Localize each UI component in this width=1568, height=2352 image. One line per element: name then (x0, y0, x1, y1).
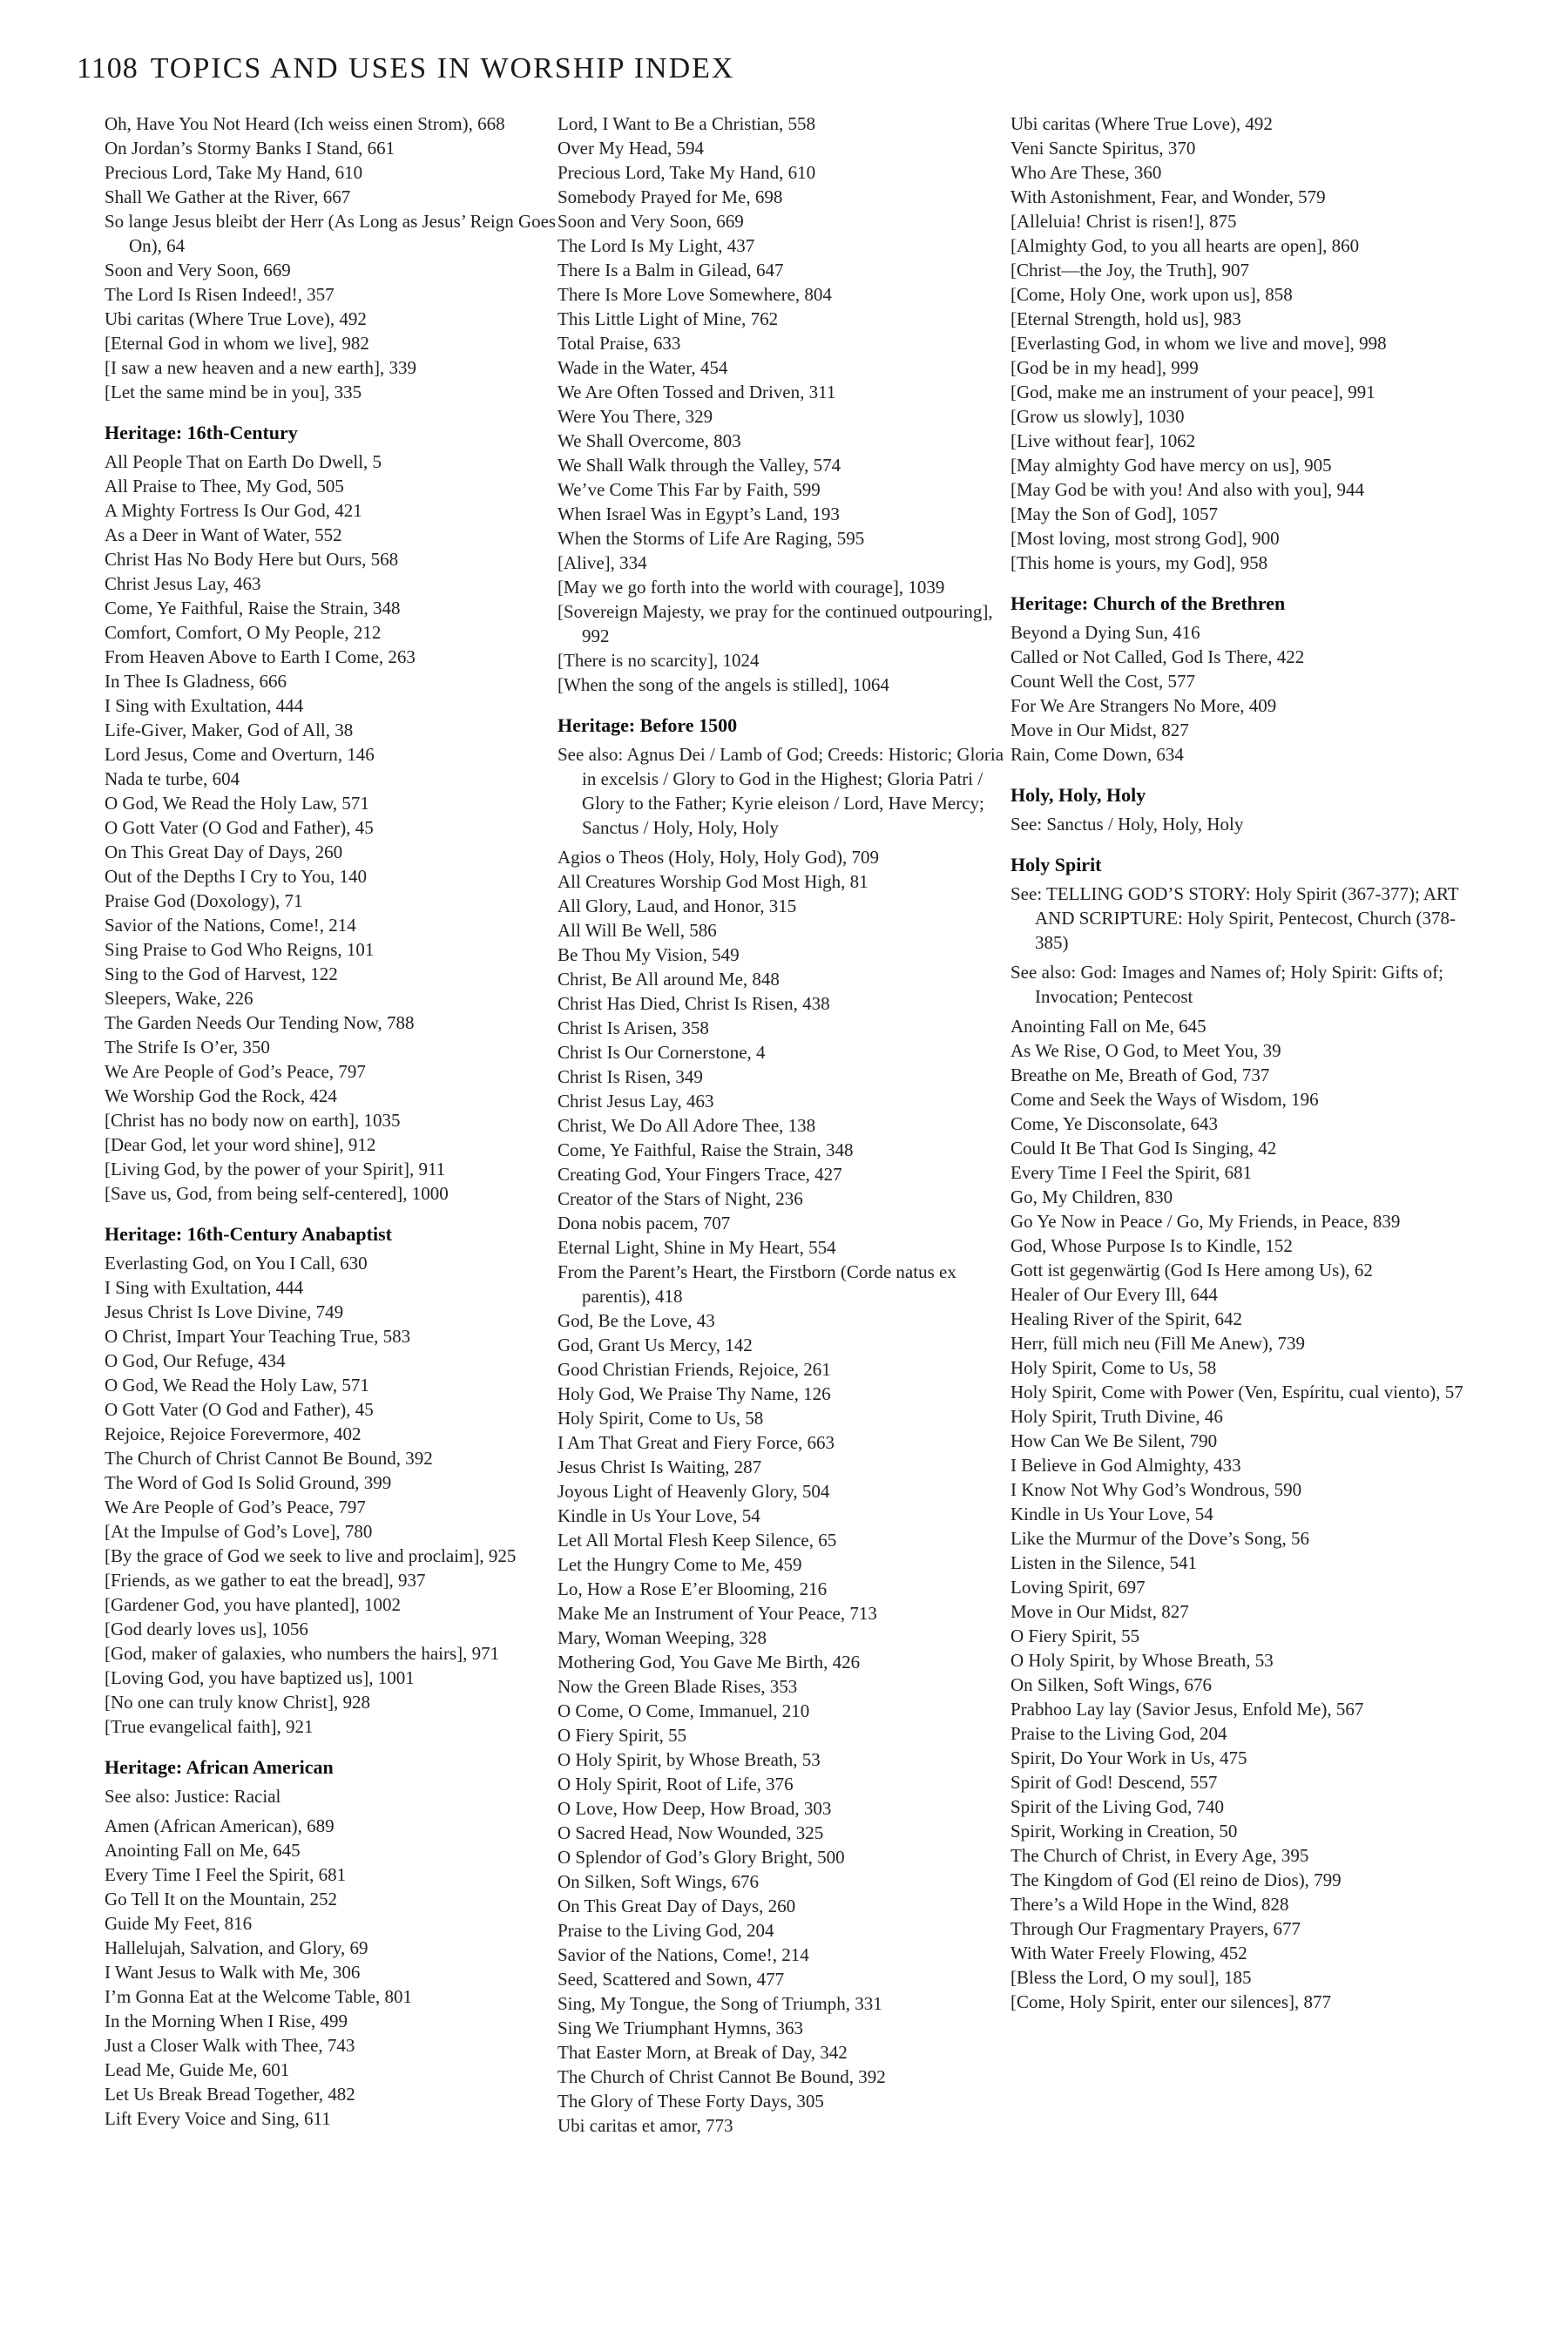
index-entry: Life-Giver, Maker, God of All, 38 (105, 720, 354, 740)
index-entry: All Glory, Laud, and Honor, 315 (558, 896, 797, 916)
index-entry: [True evangelical faith], 921 (105, 1716, 314, 1737)
index-entry: That Easter Morn, at Break of Day, 342 (558, 2042, 848, 2063)
index-entry: The Church of Christ Cannot Be Bound, 392 (558, 2066, 886, 2087)
index-entry: Oh, Have You Not Heard (Ich weiss einen Strom), 668 (105, 113, 505, 134)
index-entry: Christ Has No Body Here but Ours, 568 (105, 549, 399, 570)
page-title: TOPICS AND USES IN WORSHIP INDEX (150, 52, 735, 84)
index-entry: O Come, O Come, Immanuel, 210 (558, 1700, 810, 1721)
index-entry: I Sing with Exultation, 444 (105, 695, 304, 716)
index-entry: Every Time I Feel the Spirit, 681 (105, 1864, 347, 1885)
index-entry: As We Rise, O God, to Meet You, 39 (1010, 1040, 1281, 1061)
index-entry: With Water Freely Flowing, 452 (1010, 1943, 1247, 1963)
index-entry: O Christ, Impart Your Teaching True, 583 (105, 1326, 411, 1347)
index-entry: Guide My Feet, 816 (105, 1913, 253, 1934)
index-entry: [Come, Holy One, work upon us], 858 (1010, 284, 1293, 305)
index-entry: Savior of the Nations, Come!, 214 (105, 915, 356, 936)
index-entry: Ubi caritas (Where True Love), 492 (1010, 113, 1273, 134)
page-number: 1108 (77, 52, 139, 84)
index-entry: Creating God, Your Fingers Trace, 427 (558, 1164, 842, 1185)
index-entry: Christ Jesus Lay, 463 (105, 573, 261, 594)
index-entry: The Church of Christ Cannot Be Bound, 392 (105, 1448, 433, 1469)
index-entry: All Will Be Well, 586 (558, 920, 717, 941)
index-entry: Be Thou My Vision, 549 (558, 944, 740, 965)
index-entry: For We Are Strangers No More, 409 (1010, 695, 1277, 716)
index-entry: Rain, Come Down, 634 (1010, 744, 1184, 765)
index-column-2 (558, 112, 1010, 2138)
index-entry: [Eternal Strength, hold us], 983 (1010, 308, 1241, 329)
index-entry: We Shall Overcome, 803 (558, 430, 741, 451)
index-entry: Veni Sancte Spiritus, 370 (1010, 138, 1196, 159)
index-entry: Sleepers, Wake, 226 (105, 988, 253, 1009)
index-entry: In the Morning When I Rise, 499 (105, 2011, 348, 2031)
index-entry: Sing, My Tongue, the Song of Triumph, 331 (558, 1993, 882, 2014)
index-entry: [May the Son of God], 1057 (1010, 504, 1218, 524)
index-entry: We Are People of God’s Peace, 797 (105, 1061, 366, 1082)
index-entry: Lead Me, Guide Me, 601 (105, 2059, 290, 2080)
index-entry: Seed, Scattered and Sown, 477 (558, 1969, 785, 1990)
index-entry: [Almighty God, to you all hearts are open], 860 (1010, 235, 1360, 256)
index-entry: There Is a Balm in Gilead, 647 (558, 260, 784, 280)
index-entry: On Silken, Soft Wings, 676 (558, 1871, 759, 1892)
index-entry: Mary, Woman Weeping, 328 (558, 1627, 767, 1648)
index-entry: O Sacred Head, Now Wounded, 325 (558, 1822, 824, 1843)
index-entry: O God, We Read the Holy Law, 571 (105, 1375, 369, 1396)
index-entry: Shall We Gather at the River, 667 (105, 186, 351, 207)
index-entry: Kindle in Us Your Love, 54 (1010, 1504, 1213, 1524)
index-entry: Over My Head, 594 (558, 138, 704, 159)
index-entry: [May we go forth into the world with courage], 1039 (558, 577, 945, 598)
index-entry: Lord, I Want to Be a Christian, 558 (558, 113, 815, 134)
index-entry: On Silken, Soft Wings, 676 (1010, 1674, 1212, 1695)
index-entry: Christ Is Arisen, 358 (558, 1017, 709, 1038)
index-entry: Spirit of God! Descend, 557 (1010, 1772, 1218, 1793)
index-entry: Let All Mortal Flesh Keep Silence, 65 (558, 1530, 837, 1551)
index-entry: Count Well the Cost, 577 (1010, 671, 1196, 692)
index-entry: Christ Has Died, Christ Is Risen, 438 (558, 993, 830, 1014)
see-also-note: See: Sanctus / Holy, Holy, Holy (1010, 814, 1244, 835)
index-entry: Hallelujah, Salvation, and Glory, 69 (105, 1937, 368, 1958)
index-entry: Herr, füll mich neu (Fill Me Anew), 739 (1010, 1333, 1306, 1354)
index-entry: Praise to the Living God, 204 (558, 1920, 774, 1941)
index-entry: In Thee Is Gladness, 666 (105, 671, 287, 692)
index-entry: Agios o Theos (Holy, Holy, Holy God), 709 (558, 847, 880, 868)
index-entry: I’m Gonna Eat at the Welcome Table, 801 (105, 1986, 412, 2007)
index-entry: Soon and Very Soon, 669 (105, 260, 291, 280)
index-entry: Healing River of the Spirit, 642 (1010, 1308, 1242, 1329)
index-entry: Amen (African American), 689 (105, 1815, 335, 1836)
index-entry: [Loving God, you have baptized us], 1001 (105, 1667, 415, 1688)
index-entry: [Let the same mind be in you], 335 (105, 382, 362, 402)
index-entry: [May God be with you! And also with you], 944 (1010, 479, 1364, 500)
index-entry: From Heaven Above to Earth I Come, 263 (105, 646, 416, 667)
index-entry: Go Ye Now in Peace / Go, My Friends, in Peace, 839 (1010, 1211, 1401, 1232)
index-entry: [I saw a new heaven and a new earth], 339 (105, 357, 417, 378)
index-entry: The Lord Is Risen Indeed!, 357 (105, 284, 335, 305)
index-entry: Precious Lord, Take My Hand, 610 (105, 162, 363, 183)
index-entry: A Mighty Fortress Is Our God, 421 (105, 500, 362, 521)
index-entry: Move in Our Midst, 827 (1010, 720, 1189, 740)
topic-heading: Heritage: Before 1500 (558, 714, 738, 736)
index-entry: [There is no scarcity], 1024 (558, 650, 760, 671)
index-entry: [God, maker of galaxies, who numbers the hairs], 971 (105, 1643, 500, 1664)
index-entry: Christ Is Risen, 349 (558, 1066, 703, 1087)
index-entry: Come, Ye Faithful, Raise the Strain, 348 (105, 598, 401, 618)
index-entry: O God, We Read the Holy Law, 571 (105, 793, 369, 814)
index-entry: Lift Every Voice and Sing, 611 (105, 2108, 331, 2129)
index-entry: [God be in my head], 999 (1010, 357, 1199, 378)
index-entry: Come and Seek the Ways of Wisdom, 196 (1010, 1089, 1319, 1110)
see-also-note: See also: Agnus Dei / Lamb of God; Creeds: Historic; Gloria in excelsis / Glory to God in the Highest; Gloria Patri / Glory to the Father; Kyrie eleison / Lord, Have Mercy; Sanctus / Holy, Holy, Holy (558, 744, 1004, 838)
index-entry: [Grow us slowly], 1030 (1010, 406, 1185, 427)
index-entry: Jesus Christ Is Waiting, 287 (558, 1456, 762, 1477)
index-entry: Gott ist gegenwärtig (God Is Here among Us), 62 (1010, 1260, 1373, 1281)
topic-heading: Holy Spirit (1010, 854, 1102, 875)
index-entry: Wade in the Water, 454 (558, 357, 728, 378)
index-entry: Sing to the God of Harvest, 122 (105, 963, 338, 984)
index-entry: Out of the Depths I Cry to You, 140 (105, 866, 368, 887)
index-entry: On This Great Day of Days, 260 (105, 841, 343, 862)
index-entry: God, Grant Us Mercy, 142 (558, 1335, 753, 1355)
index-entry: Holy Spirit, Come to Us, 58 (1010, 1357, 1217, 1378)
index-entry: [Sovereign Majesty, we pray for the continued outpouring], 992 (558, 601, 993, 646)
index-entry: O Holy Spirit, by Whose Breath, 53 (1010, 1650, 1274, 1671)
index-entry: O Holy Spirit, by Whose Breath, 53 (558, 1749, 821, 1770)
index-entry: Lord Jesus, Come and Overturn, 146 (105, 744, 375, 765)
index-entry: There’s a Wild Hope in the Wind, 828 (1010, 1894, 1289, 1915)
index-entry: Rejoice, Rejoice Forevermore, 402 (105, 1423, 362, 1444)
index-entry: The Lord Is My Light, 437 (558, 235, 755, 256)
see-also-note: See also: God: Images and Names of; Holy Spirit: Gifts of; Invocation; Pentecost (1010, 962, 1443, 1007)
index-entry: Spirit, Working in Creation, 50 (1010, 1821, 1238, 1842)
index-entry: Prabhoo Lay lay (Savior Jesus, Enfold Me), 567 (1010, 1699, 1364, 1720)
index-entry: Christ Jesus Lay, 463 (558, 1091, 714, 1112)
index-entry: When the Storms of Life Are Raging, 595 (558, 528, 865, 549)
index-column-1 (105, 112, 558, 2131)
index-entry: Spirit, Do Your Work in Us, 475 (1010, 1747, 1247, 1768)
index-entry: Go, My Children, 830 (1010, 1186, 1173, 1207)
index-entry: [Christ has no body now on earth], 1035 (105, 1110, 401, 1131)
index-entry: Holy God, We Praise Thy Name, 126 (558, 1383, 831, 1404)
index-entry: [Christ—the Joy, the Truth], 907 (1010, 260, 1249, 280)
index-entry: I Believe in God Almighty, 433 (1010, 1455, 1241, 1476)
index-entry: We Are Often Tossed and Driven, 311 (558, 382, 836, 402)
index-entry: Anointing Fall on Me, 645 (105, 1840, 301, 1861)
index-entry: [Bless the Lord, O my soul], 185 (1010, 1967, 1252, 1988)
index-entry: Lo, How a Rose E’er Blooming, 216 (558, 1578, 828, 1599)
index-entry: Holy Spirit, Come to Us, 58 (558, 1408, 764, 1429)
index-entry: Make Me an Instrument of Your Peace, 713 (558, 1603, 877, 1624)
index-entry: Listen in the Silence, 541 (1010, 1552, 1198, 1573)
index-entry: There Is More Love Somewhere, 804 (558, 284, 832, 305)
index-entry: Creator of the Stars of Night, 236 (558, 1188, 803, 1209)
index-entry: Come, Ye Faithful, Raise the Strain, 348 (558, 1139, 854, 1160)
index-entry: On Jordan’s Stormy Banks I Stand, 661 (105, 138, 395, 159)
index-entry: Let Us Break Bread Together, 482 (105, 2084, 355, 2105)
index-entry: Christ, Be All around Me, 848 (558, 969, 780, 990)
index-entry: Spirit of the Living God, 740 (1010, 1796, 1224, 1817)
index-entry: I Am That Great and Fiery Force, 663 (558, 1432, 835, 1453)
index-entry: All Praise to Thee, My God, 505 (105, 476, 344, 497)
index-entry: We’ve Come This Far by Faith, 599 (558, 479, 821, 500)
index-entry: The Strife Is O’er, 350 (105, 1037, 270, 1058)
index-entry: Sing Praise to God Who Reigns, 101 (105, 939, 375, 960)
index-entry: As a Deer in Want of Water, 552 (105, 524, 342, 545)
index-entry: Precious Lord, Take My Hand, 610 (558, 162, 816, 183)
index-entry: The Garden Needs Our Tending Now, 788 (105, 1012, 415, 1033)
index-entry: Praise God (Doxology), 71 (105, 890, 303, 911)
index-entry: O Splendor of God’s Glory Bright, 500 (558, 1847, 845, 1868)
index-entry: Called or Not Called, God Is There, 422 (1010, 646, 1305, 667)
index-entry: Praise to the Living God, 204 (1010, 1723, 1227, 1744)
index-entry: God, Be the Love, 43 (558, 1310, 715, 1331)
index-entry: The Word of God Is Solid Ground, 399 (105, 1472, 392, 1493)
topic-heading: Holy, Holy, Holy (1010, 784, 1146, 806)
index-entry: Holy Spirit, Come with Power (Ven, Espíritu, cual viento), 57 (1010, 1382, 1463, 1402)
running-header (77, 52, 734, 85)
index-entry: Good Christian Friends, Rejoice, 261 (558, 1359, 831, 1380)
index-entry: Breathe on Me, Breath of God, 737 (1010, 1064, 1270, 1085)
index-entry: [Friends, as we gather to eat the bread], 937 (105, 1570, 426, 1591)
index-entry: The Glory of These Forty Days, 305 (558, 2091, 824, 2112)
index-entry: Dona nobis pacem, 707 (558, 1213, 731, 1233)
index-entry: Through Our Fragmentary Prayers, 677 (1010, 1918, 1301, 1939)
index-entry: Christ Is Our Cornerstone, 4 (558, 1042, 766, 1063)
index-entry: [When the song of the angels is stilled], 1064 (558, 674, 889, 695)
index-column-3 (1010, 112, 1463, 2014)
index-entry: Eternal Light, Shine in My Heart, 554 (558, 1237, 836, 1258)
index-entry: We Shall Walk through the Valley, 574 (558, 455, 841, 476)
index-entry: Beyond a Dying Sun, 416 (1010, 622, 1200, 643)
index-entry: All People That on Earth Do Dwell, 5 (105, 451, 382, 472)
index-entry: Were You There, 329 (558, 406, 713, 427)
topic-heading: Heritage: Church of the Brethren (1010, 592, 1286, 614)
see-also-note: See also: Justice: Racial (105, 1786, 281, 1807)
index-entry: Anointing Fall on Me, 645 (1010, 1016, 1206, 1037)
index-entry: This Little Light of Mine, 762 (558, 308, 779, 329)
index-entry: I Sing with Exultation, 444 (105, 1277, 304, 1298)
index-entry: O Love, How Deep, How Broad, 303 (558, 1798, 832, 1819)
index-entry: [Save us, God, from being self-centered], 1000 (105, 1183, 449, 1204)
index-entry: [No one can truly know Christ], 928 (105, 1692, 371, 1713)
index-entry: [Eternal God in whom we live], 982 (105, 333, 369, 354)
index-entry: [Come, Holy Spirit, enter our silences], 877 (1010, 1991, 1332, 2012)
index-entry: Mothering God, You Gave Me Birth, 426 (558, 1652, 861, 1673)
index-entry: Come, Ye Disconsolate, 643 (1010, 1113, 1218, 1134)
index-entry: Let the Hungry Come to Me, 459 (558, 1554, 802, 1575)
index-entry: Nada te turbe, 604 (105, 768, 240, 789)
index-entry: All Creatures Worship God Most High, 81 (558, 871, 868, 892)
index-entry: Move in Our Midst, 827 (1010, 1601, 1189, 1622)
index-entry: Go Tell It on the Mountain, 252 (105, 1889, 338, 1909)
index-entry: We Are People of God’s Peace, 797 (105, 1497, 366, 1517)
index-entry: [This home is yours, my God], 958 (1010, 552, 1268, 573)
index-entry: [Dear God, let your word shine], 912 (105, 1134, 376, 1155)
index-entry: How Can We Be Silent, 790 (1010, 1430, 1218, 1451)
index-entry: O Holy Spirit, Root of Life, 376 (558, 1774, 794, 1794)
index-entry: Total Praise, 633 (558, 333, 681, 354)
index-entry: Sing We Triumphant Hymns, 363 (558, 2017, 804, 2038)
index-entry: On This Great Day of Days, 260 (558, 1896, 796, 1916)
index-entry: O Gott Vater (O God and Father), 45 (105, 817, 374, 838)
index-entry: Jesus Christ Is Love Divine, 749 (105, 1301, 344, 1322)
index-entry: O Fiery Spirit, 55 (558, 1725, 687, 1746)
index-entry: Soon and Very Soon, 669 (558, 211, 744, 232)
index-entry: [God dearly loves us], 1056 (105, 1619, 308, 1639)
index-entry: Kindle in Us Your Love, 54 (558, 1505, 760, 1526)
index-entry: Comfort, Comfort, O My People, 212 (105, 622, 382, 643)
index-entry: Who Are These, 360 (1010, 162, 1162, 183)
index-entry: We Worship God the Rock, 424 (105, 1085, 337, 1106)
index-entry: O God, Our Refuge, 434 (105, 1350, 286, 1371)
index-entry: The Kingdom of God (El reino de Dios), 799 (1010, 1869, 1342, 1890)
index-entry: Every Time I Feel the Spirit, 681 (1010, 1162, 1253, 1183)
index-entry: Just a Closer Walk with Thee, 743 (105, 2035, 355, 2056)
index-entry: Like the Murmur of the Dove’s Song, 56 (1010, 1528, 1309, 1549)
index-entry: So lange Jesus bleibt der Herr (As Long as Jesus’ Reign Goes On), 64 (105, 211, 557, 256)
index-entry: [Gardener God, you have planted], 1002 (105, 1594, 401, 1615)
index-entry: Now the Green Blade Rises, 353 (558, 1676, 798, 1697)
index-entry: With Astonishment, Fear, and Wonder, 579 (1010, 186, 1326, 207)
index-entry: Everlasting God, on You I Call, 630 (105, 1253, 368, 1274)
index-entry: I Know Not Why God’s Wondrous, 590 (1010, 1479, 1302, 1500)
index-entry: [Live without fear], 1062 (1010, 430, 1196, 451)
index-entry: O Fiery Spirit, 55 (1010, 1625, 1140, 1646)
index-entry: Could It Be That God Is Singing, 42 (1010, 1138, 1277, 1159)
index-entry: God, Whose Purpose Is to Kindle, 152 (1010, 1235, 1293, 1256)
index-entry: Loving Spirit, 697 (1010, 1577, 1146, 1598)
topic-heading: Heritage: 16th-Century (105, 422, 298, 443)
index-entry: [Everlasting God, in whom we live and move], 998 (1010, 333, 1387, 354)
index-entry: [Living God, by the power of your Spirit], 911 (105, 1159, 446, 1179)
index-entry: [Alleluia! Christ is risen!], 875 (1010, 211, 1237, 232)
index-entry: O Gott Vater (O God and Father), 45 (105, 1399, 374, 1420)
index-entry: I Want Jesus to Walk with Me, 306 (105, 1962, 361, 1983)
index-entry: Healer of Our Every Ill, 644 (1010, 1284, 1218, 1305)
index-entry: From the Parent’s Heart, the Firstborn (Corde natus ex parentis), 418 (558, 1261, 956, 1307)
index-entry: Christ, We Do All Adore Thee, 138 (558, 1115, 816, 1136)
index-entry: Somebody Prayed for Me, 698 (558, 186, 783, 207)
index-entry: [Alive], 334 (558, 552, 647, 573)
topic-heading: Heritage: 16th-Century Anabaptist (105, 1223, 392, 1245)
index-entry: [At the Impulse of God’s Love], 780 (105, 1521, 373, 1542)
index-entry: Holy Spirit, Truth Divine, 46 (1010, 1406, 1223, 1427)
index-entry: Ubi caritas et amor, 773 (558, 2115, 733, 2136)
index-entry: Joyous Light of Heavenly Glory, 504 (558, 1481, 830, 1502)
index-entry: When Israel Was in Egypt’s Land, 193 (558, 504, 840, 524)
index-entry: [By the grace of God we seek to live and proclaim], 925 (105, 1545, 517, 1566)
index-entry: [God, make me an instrument of your peace], 991 (1010, 382, 1375, 402)
index-entry: The Church of Christ, in Every Age, 395 (1010, 1845, 1309, 1866)
see-also-note: See: TELLING GOD’S STORY: Holy Spirit (367-377); ART AND SCRIPTURE: Holy Spirit, Pentecost, Church (378-385) (1010, 883, 1459, 953)
index-entry: Ubi caritas (Where True Love), 492 (105, 308, 367, 329)
index-entry: Savior of the Nations, Come!, 214 (558, 1944, 809, 1965)
index-entry: [May almighty God have mercy on us], 905 (1010, 455, 1332, 476)
index-entry: [Most loving, most strong God], 900 (1010, 528, 1280, 549)
topic-heading: Heritage: African American (105, 1756, 334, 1778)
